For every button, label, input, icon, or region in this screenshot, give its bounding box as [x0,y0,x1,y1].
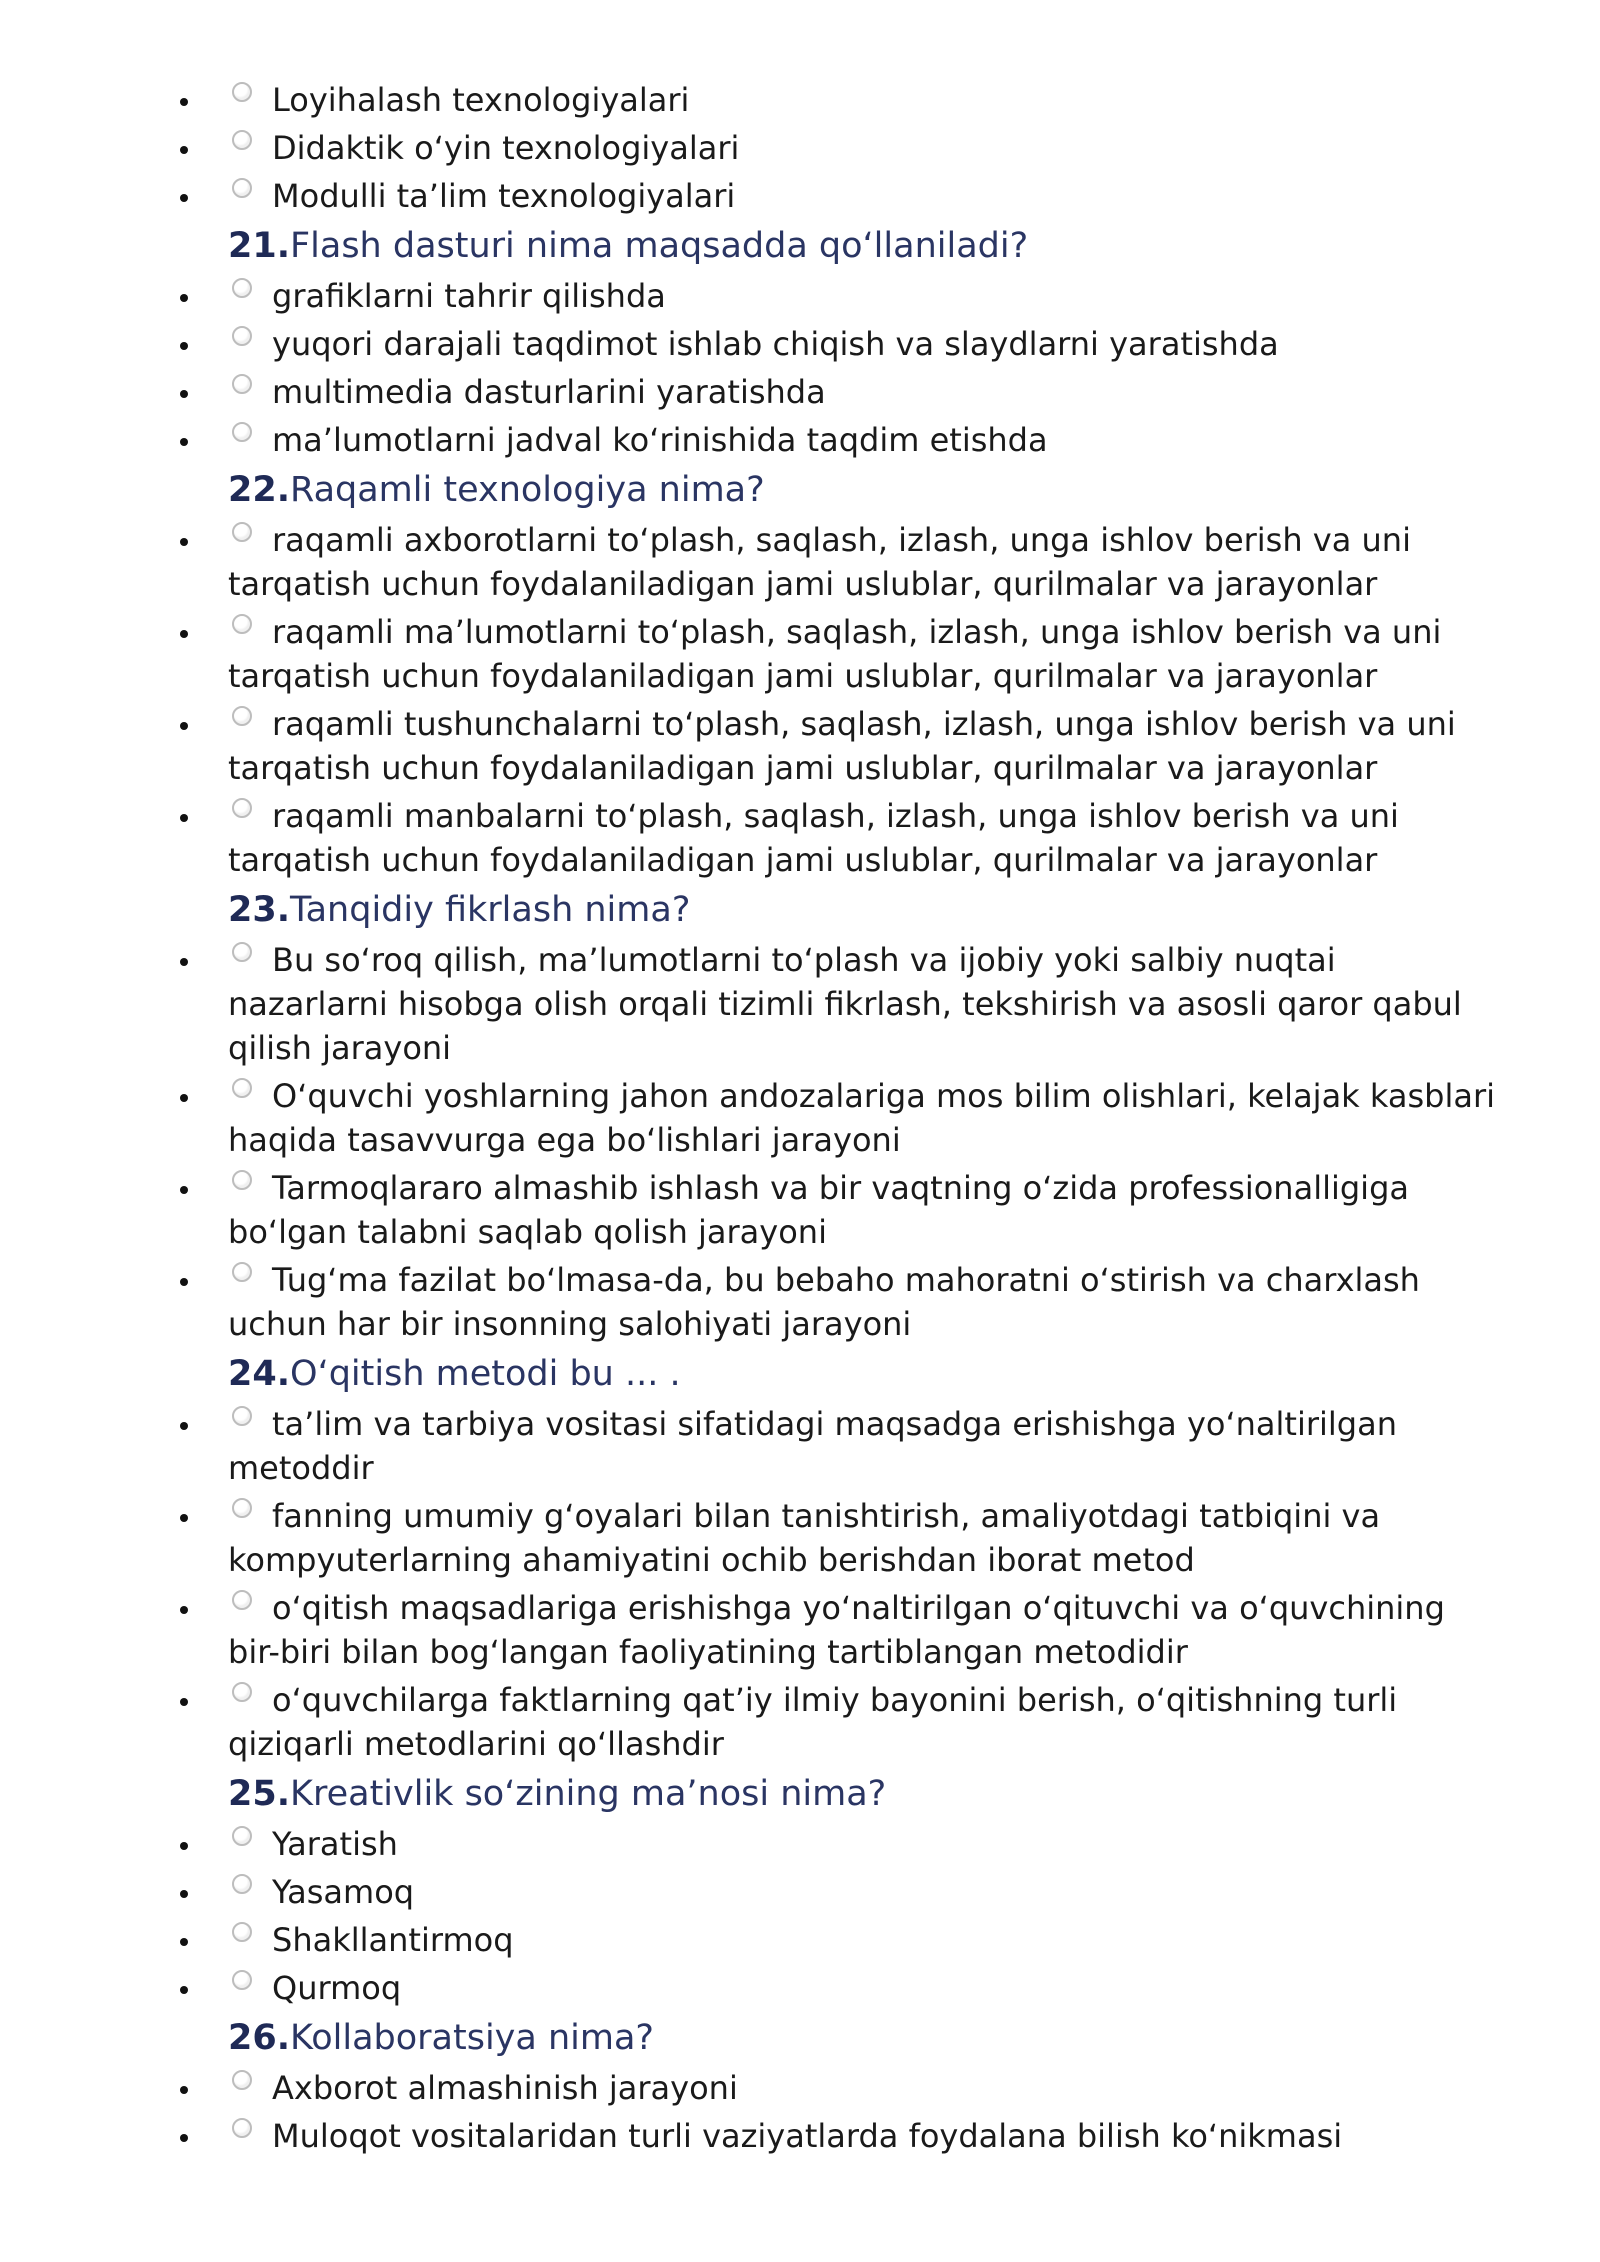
bullet-icon [180,1278,188,1286]
radio-button[interactable] [232,278,252,298]
answer-option[interactable] [168,1966,1498,2010]
bullet-icon [180,1094,188,1102]
radio-button[interactable] [232,798,252,818]
radio-button[interactable] [232,1498,252,1518]
answer-option-label: raqamli manbalarni to‘plash, saqlash, izlash, unga ishlov berish va uni tarqatish uchun foydalaniladigan jami uslublar, qurilmalar va jarayonlar [228,797,1399,879]
quiz-content [168,78,1498,2162]
question-number: 25. [228,1774,291,1814]
radio-button[interactable] [232,1922,252,1942]
answer-option[interactable] [168,370,1498,414]
bullet-icon [180,1422,188,1430]
bullet-icon [180,438,188,446]
bullet-icon [180,1514,188,1522]
question-number: 26. [228,2018,291,2058]
question-number: 21. [228,226,291,266]
question-text: Raqamli texnologiya nima? [290,470,765,510]
bullet-icon [180,294,188,302]
answer-option-label: raqamli ma’lumotlarni to‘plash, saqlash, izlash, unga ishlov berish va uni tarqatish uchun foydalaniladigan jami uslublar, qurilmalar va jarayonlar [228,613,1442,695]
answer-option[interactable] [168,1258,1498,1346]
answer-option[interactable] [168,126,1498,170]
bullet-icon [180,146,188,154]
answer-option[interactable] [168,418,1498,462]
radio-button[interactable] [232,374,252,394]
bullet-icon [180,1842,188,1850]
answer-option-label: Tarmoqlararo almashib ishlash va bir vaqtning o‘zida professionalligiga bo‘lgan talabni saqlab qolish jarayoni [228,1169,1409,1251]
radio-button[interactable] [232,178,252,198]
radio-button[interactable] [232,326,252,346]
answer-option-label: fanning umumiy g‘oyalari bilan tanishtirish, amaliyotdagi tatbiqini va kompyuterlarning ahamiyatini ochib berishdan iborat metod [228,1497,1381,1579]
radio-button[interactable] [232,522,252,542]
answer-option[interactable] [168,274,1498,318]
radio-button[interactable] [232,1874,252,1894]
radio-button[interactable] [232,942,252,962]
question-heading [168,1350,1498,1398]
question-heading [168,222,1498,270]
question-text: Flash dasturi nima maqsadda qo‘llaniladi? [290,226,1029,266]
answer-option[interactable] [168,1402,1498,1490]
bullet-icon [180,342,188,350]
answer-option[interactable] [168,1166,1498,1254]
radio-button[interactable] [232,1406,252,1426]
radio-button[interactable] [232,1262,252,1282]
question-number: 24. [228,1354,291,1394]
answer-option[interactable] [168,174,1498,218]
answer-option-label: Modulli ta’lim texnologiyalari [272,177,736,215]
bullet-icon [180,1606,188,1614]
answer-option-label: Shakllantirmoq [272,1921,514,1959]
answer-option-label: Tug‘ma fazilat bo‘lmasa-da, bu bebaho mahoratni o‘stirish va charxlash uchun har bir insonning salohiyati jarayoni [228,1261,1420,1343]
bullet-icon [180,98,188,106]
bullet-icon [180,814,188,822]
question-text: Kollaboratsiya nima? [290,2018,654,2058]
answer-option[interactable] [168,2114,1498,2158]
answer-option-label: Didaktik o‘yin texnologiyalari [272,129,740,167]
radio-button[interactable] [232,1170,252,1190]
answer-option-label: grafiklarni tahrir qilishda [272,277,666,315]
radio-button[interactable] [232,614,252,634]
answer-option-label: ma’lumotlarni jadval ko‘rinishida taqdim etishda [272,421,1048,459]
answer-option-label: Yaratish [272,1825,398,1863]
answer-option[interactable] [168,78,1498,122]
answer-option-label: Qurmoq [272,1969,402,2007]
answer-option-label: o‘quvchilarga faktlarning qat’iy ilmiy bayonini berish, o‘qitishning turli qiziqarli metodlarini qo‘llashdir [228,1681,1398,1763]
bullet-icon [180,958,188,966]
question-heading [168,466,1498,514]
answer-option[interactable] [168,610,1498,698]
bullet-icon [180,1938,188,1946]
answer-option[interactable] [168,1494,1498,1582]
answer-option-label: multimedia dasturlarini yaratishda [272,373,826,411]
answer-option[interactable] [168,1918,1498,1962]
radio-button[interactable] [232,1826,252,1846]
radio-button[interactable] [232,2118,252,2138]
radio-button[interactable] [232,1590,252,1610]
bullet-icon [180,390,188,398]
question-text: Kreativlik so‘zining ma’nosi nima? [290,1774,887,1814]
answer-option[interactable] [168,938,1498,1070]
bullet-icon [180,1986,188,1994]
answer-option-label: raqamli tushunchalarni to‘plash, saqlash, izlash, unga ishlov berish va uni tarqatish uchun foydalaniladigan jami uslublar, qurilmalar va jarayonlar [228,705,1456,787]
answer-option[interactable] [168,794,1498,882]
bullet-icon [180,722,188,730]
answer-option-label: Axborot almashinish jarayoni [272,2069,738,2107]
answer-option-label: o‘qitish maqsadlariga erishishga yo‘naltirilgan o‘qituvchi va o‘quvchining bir-biri bilan bog‘langan faoliyatining tartiblangan metodidir [228,1589,1445,1671]
answer-option[interactable] [168,1586,1498,1674]
answer-option-label: ta’lim va tarbiya vositasi sifatidagi maqsadga erishishga yo‘naltirilgan metoddir [228,1405,1397,1487]
radio-button[interactable] [232,82,252,102]
answer-option-label: Yasamoq [272,1873,415,1911]
answer-option-label: yuqori darajali taqdimot ishlab chiqish va slaydlarni yaratishda [272,325,1279,363]
answer-option[interactable] [168,1870,1498,1914]
radio-button[interactable] [232,422,252,442]
answer-option[interactable] [168,1074,1498,1162]
answer-option-label: Bu so‘roq qilish, ma’lumotlarni to‘plash va ijobiy yoki salbiy nuqtai nazarlarni hisobga olish orqali tizimli fikrlash, tekshirish va asosli qaror qabul qilish jarayoni [228,941,1462,1067]
bullet-icon [180,2086,188,2094]
question-heading [168,2014,1498,2062]
answer-option-label: O‘quvchi yoshlarning jahon andozalariga mos bilim olishlari, kelajak kasblari haqida tasavvurga ega bo‘lishlari jarayoni [228,1077,1495,1159]
bullet-icon [180,194,188,202]
question-heading [168,886,1498,934]
bullet-icon [180,1186,188,1194]
bullet-icon [180,630,188,638]
question-text: Tanqidiy fikrlash nima? [290,890,691,930]
radio-button[interactable] [232,2070,252,2090]
answer-option[interactable] [168,1822,1498,1866]
bullet-icon [180,1890,188,1898]
bullet-icon [180,1698,188,1706]
bullet-icon [180,2134,188,2142]
answer-option[interactable] [168,2066,1498,2110]
answer-option-label: Muloqot vositalaridan turli vaziyatlarda foydalana bilish ko‘nikmasi [272,2117,1343,2155]
radio-button[interactable] [232,1682,252,1702]
question-text: O‘qitish metodi bu ... . [290,1354,681,1394]
question-heading [168,1770,1498,1818]
answer-option[interactable] [168,702,1498,790]
radio-button[interactable] [232,130,252,150]
question-number: 22. [228,470,291,510]
answer-option[interactable] [168,322,1498,366]
radio-button[interactable] [232,1970,252,1990]
radio-button[interactable] [232,1078,252,1098]
answer-option-label: Loyihalash texnologiyalari [272,81,690,119]
radio-button[interactable] [232,706,252,726]
bullet-icon [180,538,188,546]
question-number: 23. [228,890,291,930]
answer-option-label: raqamli axborotlarni to‘plash, saqlash, izlash, unga ishlov berish va uni tarqatish uchun foydalaniladigan jami uslublar, qurilmalar va jarayonlar [228,521,1411,603]
answer-option[interactable] [168,1678,1498,1766]
answer-option[interactable] [168,518,1498,606]
